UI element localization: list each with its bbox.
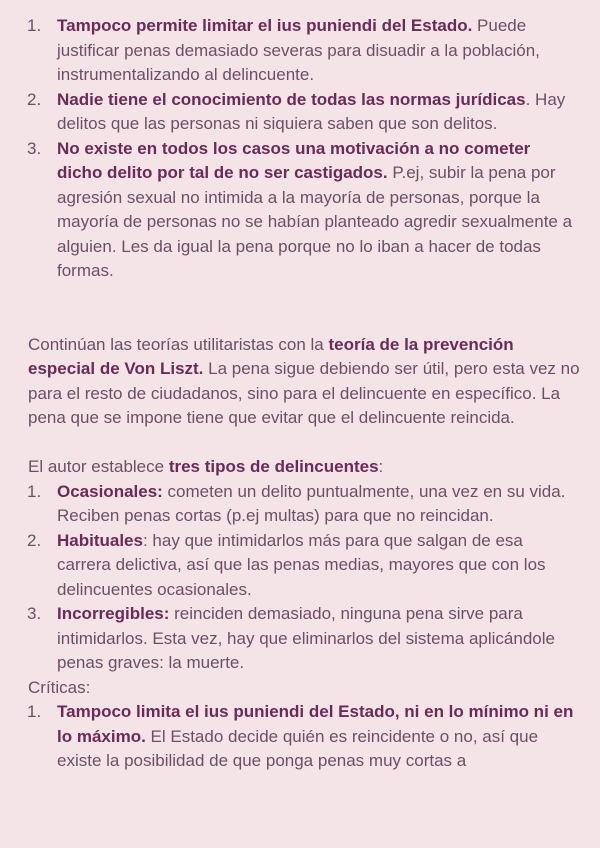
list-item (0, 14, 600, 88)
list-number: 3. (27, 604, 42, 623)
list-item (0, 602, 600, 676)
paragraph-tipos-delincuentes (0, 455, 600, 480)
list-number: 2. (27, 89, 42, 109)
list-item-bold: Habituales (57, 530, 143, 550)
criticas-label: Críticas: (28, 677, 91, 697)
list-item (0, 137, 600, 284)
list-number: 3. (27, 138, 42, 158)
paragraph-text: La pena sigue debiendo ser útil, pero esta vez no para el resto de ciudadanos, sino para el delincuente en específico. La pena que se impone tiene que evitar que el delincuente reincida. (28, 359, 580, 427)
list-item-text: Puede justificar penas demasiado severas para disuadir a la población, instrumentalizando al delincuente. (57, 16, 540, 84)
list-item-text: cometen un delito puntualmente, una vez en su vida. Reciben penas cortas (p.ej multas) para que no reincidan. (57, 481, 566, 525)
paragraph-text: Continúan las teorías utilitaristas con la (28, 334, 329, 354)
list-item-text: El Estado decide quién es reincidente o no, así que existe la posibilidad de que ponga penas muy cortas a (57, 726, 539, 770)
list-item-text: reinciden demasiado, ninguna pena sirve para intimidarlos. Esta vez, hay que eliminarlos del sistema aplicándole penas graves: la muerte. (57, 604, 555, 672)
list-item (0, 88, 600, 137)
list-item-bold: Nadie tiene el conocimiento de todas las normas jurídicas (57, 89, 526, 109)
document-page (0, 14, 600, 774)
list-item-bold: Tampoco limita el ius puniendi del Estado, ni en lo mínimo ni en lo máximo. (57, 702, 574, 746)
list-item (0, 480, 600, 529)
list-number: 1. (27, 702, 42, 721)
list-number: 2. (27, 530, 42, 550)
criticas-label-block (0, 676, 600, 701)
list-item-text: P.ej, subir la pena por agresión sexual no intimida a la mayoría de personas, porque la mayoría de personas no se habían planteado agredir sexualmente a alguien. Les da igual la pena porque no lo iban a hacer de todas formas. (57, 163, 573, 280)
list-number: 1. (27, 481, 42, 501)
paragraph-bold: tres tipos de delincuentes (168, 457, 379, 476)
paragraph-bold: teoría de la prevención especial de Von Liszt. (28, 334, 514, 378)
list-item (0, 529, 600, 603)
paragraph-prevencion-especial (0, 333, 600, 431)
list-item-bold: Incorregibles: (57, 604, 170, 623)
criticism-list-prevencion-especial (0, 700, 600, 774)
criticism-list-prevencion-general (0, 14, 600, 284)
list-item-bold: No existe en todos los casos una motivación a no cometer dicho delito por tal de no ser castigados. (57, 138, 531, 182)
paragraph-text: : (378, 457, 384, 476)
list-item-text: : hay que intimidarlos más para que salgan de esa carrera delictiva, así que las penas medias, mayores que con los delincuentes ocasionales. (57, 530, 546, 599)
paragraph-text: El autor establece (28, 457, 169, 476)
list-item-text: . Hay delitos que las personas ni siquiera saben que son delitos. (57, 89, 566, 133)
list-item-bold: Ocasionales: (57, 481, 163, 501)
delinquent-types-list (0, 480, 600, 676)
list-item-bold: Tampoco permite limitar el ius puniendi del Estado. (57, 16, 473, 35)
list-number: 1. (27, 16, 42, 35)
list-item (0, 700, 600, 774)
